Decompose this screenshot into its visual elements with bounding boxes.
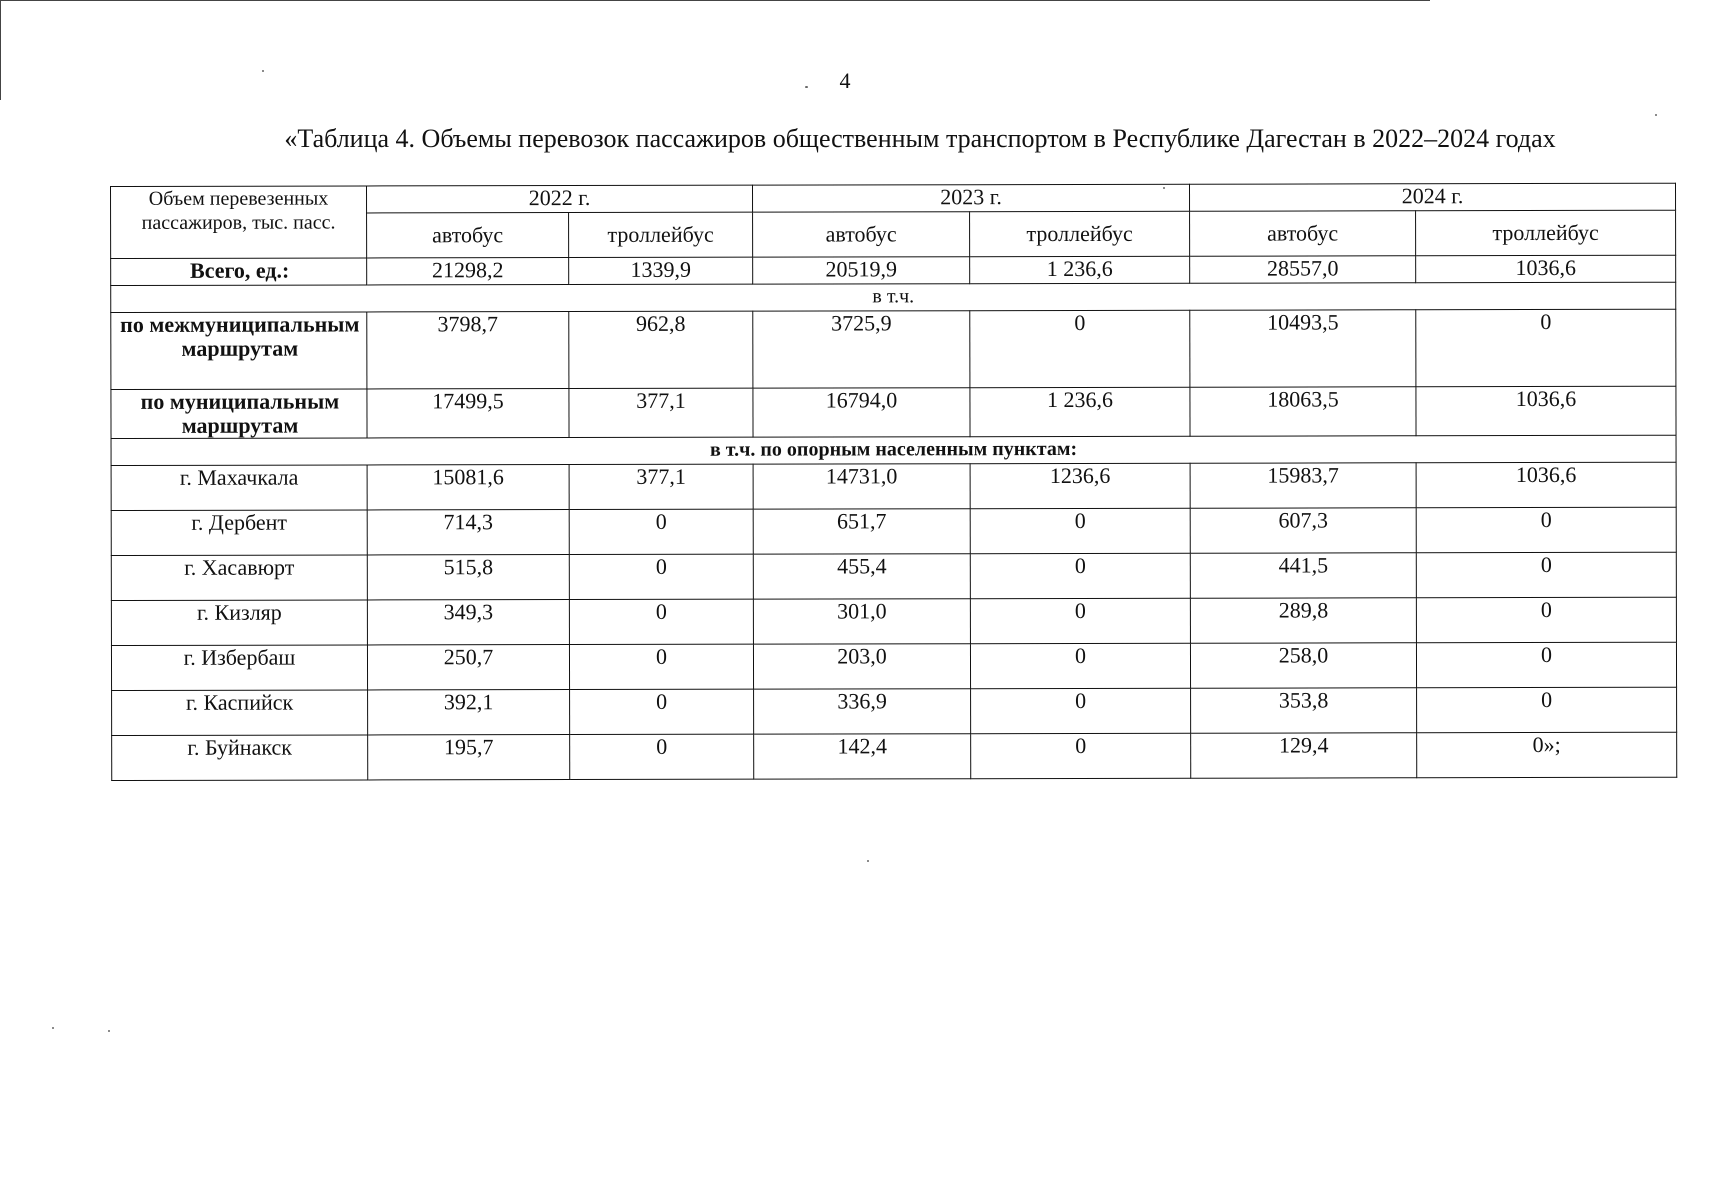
table-row xyxy=(111,552,1676,600)
table-cell: 1 236,6 xyxy=(970,256,1190,283)
table-cell: 0 xyxy=(1416,642,1676,688)
table-cell: 392,1 xyxy=(368,690,570,735)
table-cell: 0 xyxy=(970,508,1190,553)
scan-speck xyxy=(805,86,808,88)
table-cell: 377,1 xyxy=(569,464,753,509)
subheader-trolleybus-2022: троллейбус xyxy=(569,212,753,257)
intermunicipal-row xyxy=(111,309,1676,389)
table-cell: 0 xyxy=(970,310,1190,387)
table-cell: 16794,0 xyxy=(753,388,970,437)
section-label-support: в т.ч. по опорным населенным пунктам: xyxy=(111,435,1676,465)
table-cell: 441,5 xyxy=(1190,553,1416,598)
subheader-bus-2023: автобус xyxy=(753,212,970,257)
table-cell: 0 xyxy=(569,644,753,689)
city-label: г. Дербент xyxy=(111,510,367,556)
header-row-years xyxy=(111,183,1676,213)
total-row-label: Всего, ед.: xyxy=(111,258,367,286)
table-cell: 0 xyxy=(569,554,753,599)
table-cell: 455,4 xyxy=(753,554,970,599)
intermunicipal-row-label: по межмуниципальным маршрутам xyxy=(111,312,367,390)
table-cell: 15081,6 xyxy=(367,465,569,510)
table-cell: 0 xyxy=(970,598,1190,643)
city-label: г. Хасавюрт xyxy=(111,555,367,601)
municipal-row xyxy=(111,386,1676,438)
table-title: «Таблица 4. Объемы перевозок пассажиров общественным транспортом в Республике Дагестан в 2022–2024 годах xyxy=(284,124,1556,153)
table-row xyxy=(111,507,1676,555)
table-cell: 129,4 xyxy=(1191,733,1417,778)
table-cell: 195,7 xyxy=(368,735,570,780)
city-label: г. Кизляр xyxy=(111,600,367,646)
table-row xyxy=(112,732,1677,780)
table-cell: 0 xyxy=(1416,597,1676,643)
table-cell: 0 xyxy=(1417,687,1677,733)
table-cell: 17499,5 xyxy=(367,389,569,438)
subheader-bus-2024: автобус xyxy=(1190,211,1416,256)
table-cell: 258,0 xyxy=(1190,643,1416,688)
year-header-2023: 2023 г. xyxy=(753,184,1190,212)
table-cell: 0 xyxy=(570,734,754,779)
table-cell: 1 236,6 xyxy=(970,387,1190,436)
table-cell: 0 xyxy=(569,509,753,554)
table-cell: 18063,5 xyxy=(1190,387,1416,436)
subheader-trolleybus-2023: троллейбус xyxy=(970,211,1190,256)
scan-speck xyxy=(1163,187,1165,189)
table-cell: 0 xyxy=(971,688,1191,733)
city-label: г. Буйнакск xyxy=(112,735,368,781)
subheader-bus-2022: автобус xyxy=(367,213,569,258)
table-cell: 3798,7 xyxy=(367,312,569,389)
table-cell: 349,3 xyxy=(367,600,569,645)
table-cell: 1036,6 xyxy=(1416,462,1676,508)
table-cell: 0 xyxy=(970,643,1190,688)
table-cell: 353,8 xyxy=(1191,688,1417,733)
table-cell: 714,3 xyxy=(367,510,569,555)
table-cell: 0 xyxy=(1416,309,1676,387)
table-cell: 3725,9 xyxy=(753,311,970,388)
table-cell: 0»; xyxy=(1417,732,1677,778)
table-cell: 0 xyxy=(971,733,1191,778)
table-row xyxy=(111,642,1676,690)
table-cell: 515,8 xyxy=(367,555,569,600)
city-label: г. Каспийск xyxy=(112,690,368,736)
scan-speck xyxy=(108,1030,110,1032)
corner-header: Объем перевезенных пассажиров, тыс. пасс. xyxy=(111,186,367,259)
total-row xyxy=(111,255,1676,285)
municipal-row-label: по муниципальным маршрутам xyxy=(111,389,367,439)
table-cell: 0 xyxy=(970,553,1190,598)
table-cell: 0 xyxy=(1416,507,1676,553)
table-cell: 0 xyxy=(570,689,754,734)
scan-speck xyxy=(262,70,264,72)
table-cell: 20519,9 xyxy=(753,257,970,284)
table-cell: 0 xyxy=(569,599,753,644)
subheader-trolleybus-2024: троллейбус xyxy=(1416,210,1676,256)
table-cell: 336,9 xyxy=(754,689,971,734)
scan-speck xyxy=(52,1027,54,1029)
year-header-2024: 2024 г. xyxy=(1190,183,1676,211)
year-header-2022: 2022 г. xyxy=(367,185,753,213)
section-row-support xyxy=(111,435,1676,465)
city-label: г. Махачкала xyxy=(111,465,367,511)
table-cell: 377,1 xyxy=(569,388,753,437)
table-cell: 289,8 xyxy=(1190,598,1416,643)
passenger-transport-table xyxy=(110,183,1677,781)
table-cell: 607,3 xyxy=(1190,508,1416,553)
table-cell: 250,7 xyxy=(367,645,569,690)
table-cell: 203,0 xyxy=(753,644,970,689)
table-row xyxy=(111,462,1676,510)
table-cell: 962,8 xyxy=(569,311,753,388)
table-cell: 1036,6 xyxy=(1416,386,1676,436)
table-row xyxy=(112,687,1677,735)
table-cell: 301,0 xyxy=(753,599,970,644)
scan-edge-top xyxy=(0,0,1430,1)
scan-speck xyxy=(867,860,869,862)
city-label: г. Избербаш xyxy=(111,645,367,691)
table-cell: 21298,2 xyxy=(367,258,569,285)
table-cell: 651,7 xyxy=(753,509,970,554)
table-cell: 142,4 xyxy=(754,734,971,779)
table-cell: 15983,7 xyxy=(1190,463,1416,508)
section-row-incl xyxy=(111,282,1676,312)
table-row xyxy=(111,597,1676,645)
table-cell: 14731,0 xyxy=(753,464,970,509)
table-cell: 1036,6 xyxy=(1416,255,1676,283)
table-cell: 28557,0 xyxy=(1190,256,1416,283)
table-cell: 1339,9 xyxy=(569,257,753,284)
table-cell: 1236,6 xyxy=(970,463,1190,508)
scan-speck xyxy=(1655,114,1657,116)
page-number: 4 xyxy=(839,68,851,93)
section-label-incl: в т.ч. xyxy=(111,282,1676,312)
table-cell: 0 xyxy=(1416,552,1676,598)
table-cell: 10493,5 xyxy=(1190,310,1416,387)
